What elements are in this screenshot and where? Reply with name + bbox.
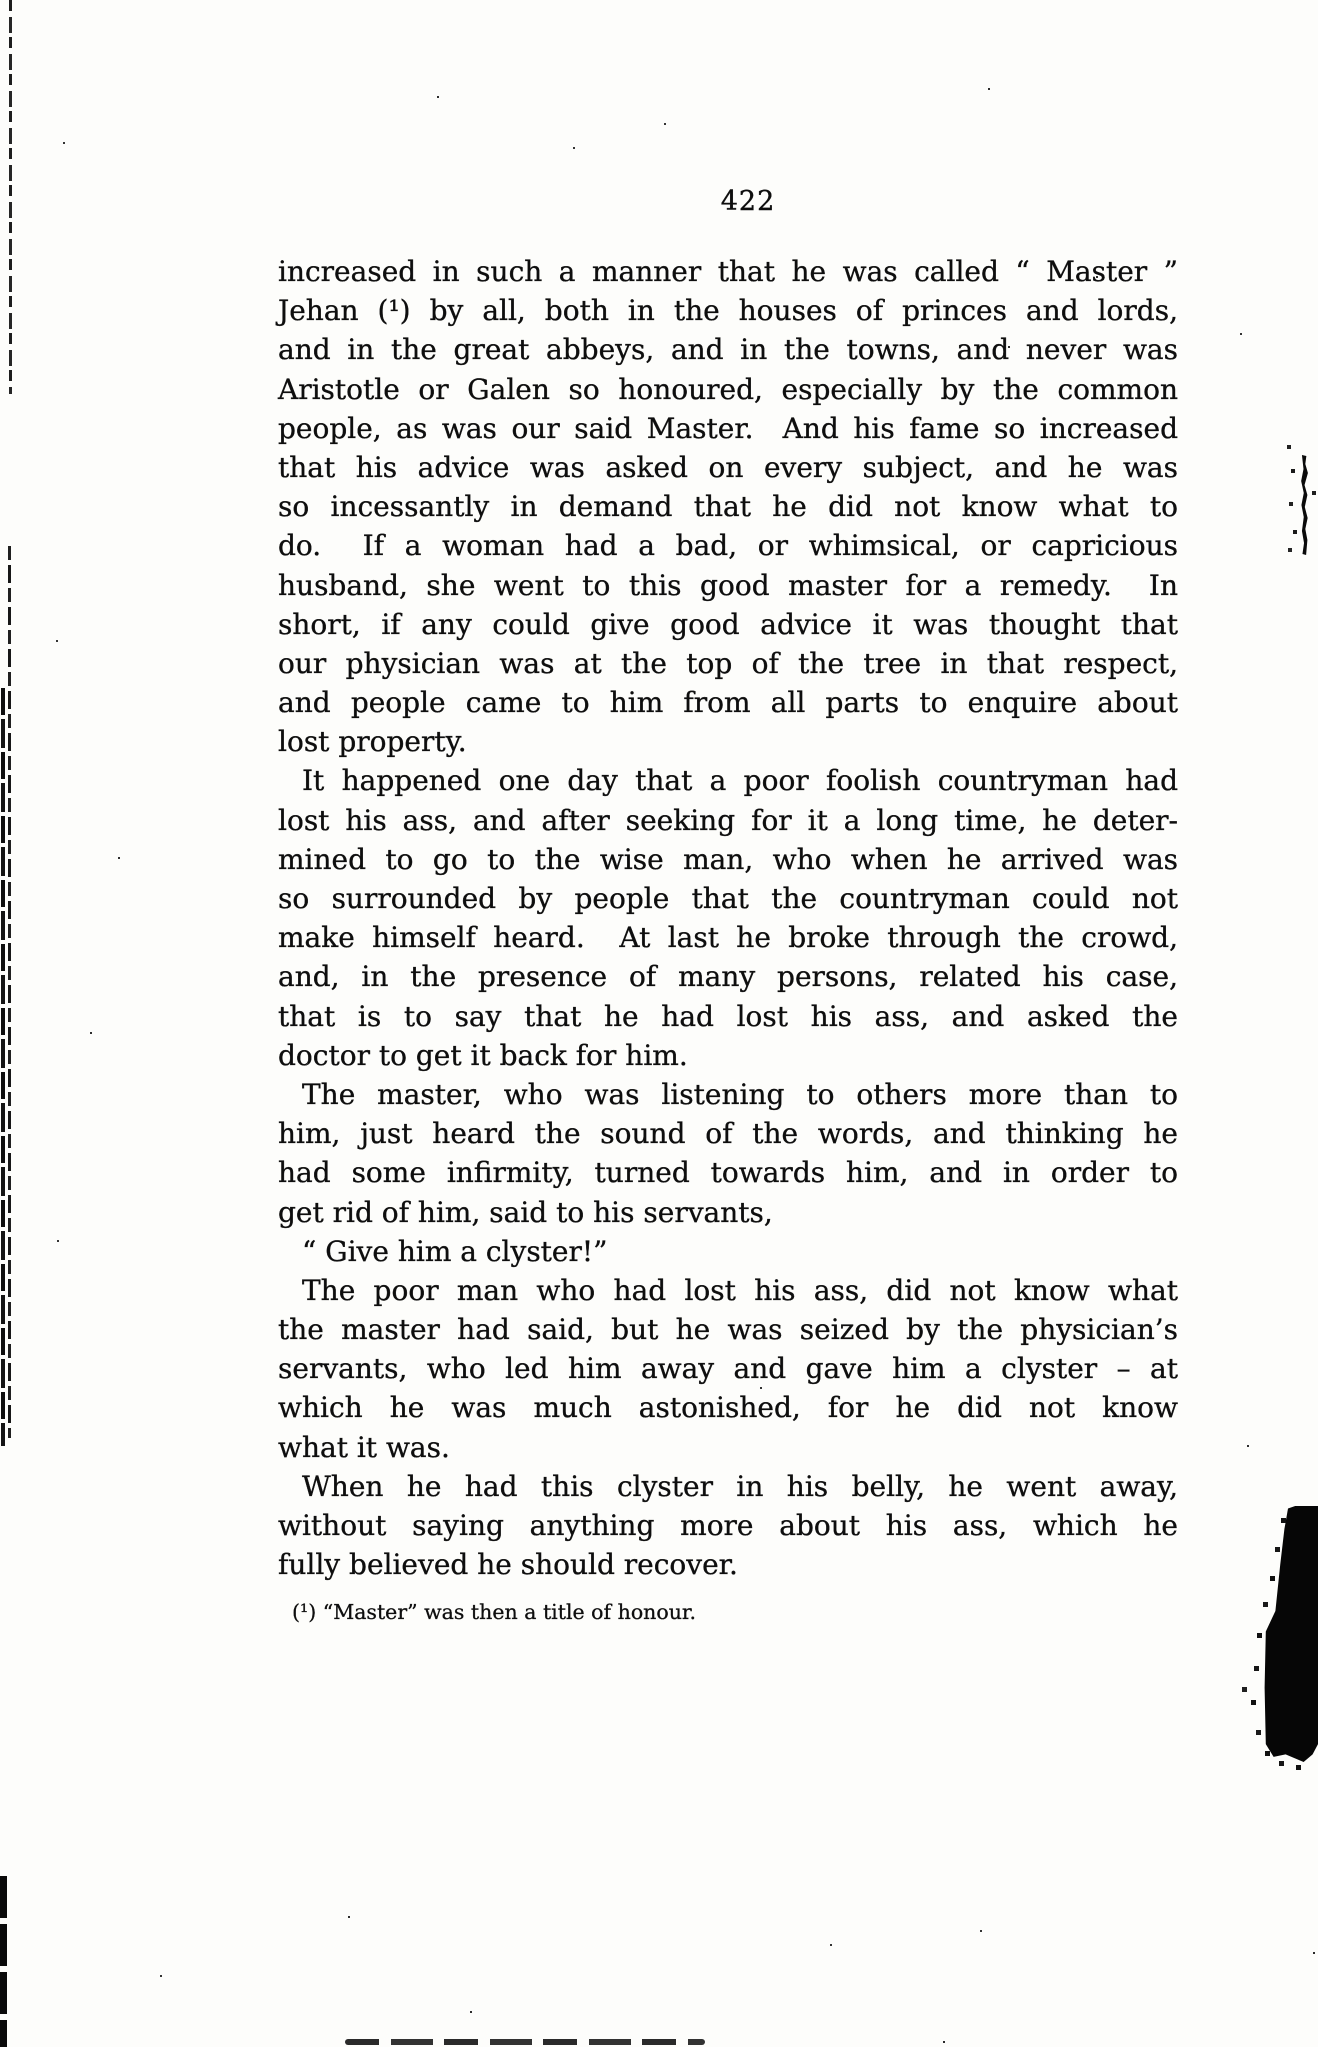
text-line: and people came to him from all parts to enquire about [278,686,1178,720]
text-line: and, in the presence of many persons, related his case, [278,960,1178,994]
text-line: When he had this clyster in his belly, he went away, [302,1469,1178,1503]
scan-dust-speckles [0,0,2,2]
ink-blob-speckles [0,0,3,3]
text-line: servants, who led him away and gave him a clyster – at [278,1352,1178,1386]
text-line: short, if any could give good advice it was thought that [278,607,1178,641]
binding-edge-mark-thick [1,688,5,1446]
text-line: fully believed he should recover. [278,1548,738,1582]
ink-streak-speckles [0,0,2,2]
text-line: It happened one day that a poor foolish countryman had [302,764,1178,798]
text-line: husband, she went to this good master for a remedy. In [278,568,1178,602]
binding-edge-mark-bottom [0,1876,7,2047]
text-line: do. If a woman had a bad, or whimsical, or capricious [278,529,1178,563]
body-text [278,252,1178,1584]
bottom-edge-smudge [345,2039,705,2045]
text-line: that is to say that he had lost his ass, and asked the [278,999,1178,1033]
text-line: and in the great abbeys, and in the towns, and never was [278,333,1178,367]
text-line: mined to go to the wise man, who when he arrived was [278,842,1178,876]
text-line: The poor man who had lost his ass, did not know what [302,1273,1178,1307]
text-line: lost his ass, and after seeking for it a long time, he deter- [278,803,1178,837]
page-number: 422 [720,186,776,217]
text-line: lost property. [278,725,467,759]
text-line: Jehan (¹) by all, both in the houses of princes and lords, [278,294,1178,328]
text-line: what it was. [278,1430,450,1464]
ink-streak-right-margin [1297,455,1310,555]
text-line: without saying anything more about his ass, which he [278,1509,1178,1542]
text-line: increased in such a manner that he was called “ Master ” [278,255,1178,288]
text-line: doctor to get it back for him. [278,1038,688,1072]
text-line: Aristotle or Galen so honoured, especially by the common [278,372,1178,406]
text-line: had some infirmity, turned towards him, and in order to [278,1156,1178,1190]
text-line: make himself heard. At last he broke through the crowd, [278,921,1178,955]
text-line: which he was much astonished, for he did not know [278,1391,1178,1425]
text-line: so incessantly in demand that he did not know what to [278,490,1178,524]
text-line: get rid of him, said to his servants, [278,1195,773,1229]
text-line: the master had said, but he was seized by the physician’s [278,1313,1178,1347]
text-line: that his advice was asked on every subject, and he was [278,450,1178,484]
ink-blob-bottom-right [1258,1506,1318,1762]
text-line: him, just heard the sound of the words, and thinking he [278,1117,1178,1151]
binding-edge-mark-middle [8,546,11,1438]
text-line: The master, who was listening to others more than to [302,1077,1178,1111]
text-line: our physician was at the top of the tree in that respect, [278,646,1178,680]
footnote: (¹) “Master” was then a title of honour. [292,1600,696,1624]
text-line: “ Give him a clyster!” [302,1234,608,1268]
binding-edge-mark-top [9,0,12,394]
text-line: people, as was our said Master. And his fame so increased [278,411,1178,445]
text-line: so surrounded by people that the countryman could not [278,882,1178,915]
